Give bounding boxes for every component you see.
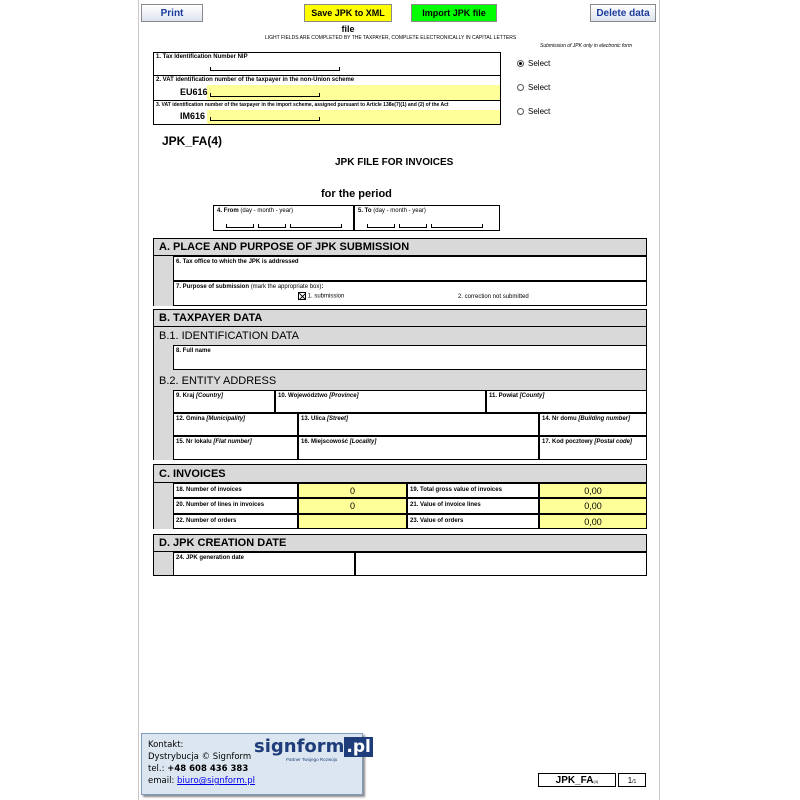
lines-count-label: 20. Number of lines in invoices: [173, 498, 298, 514]
eu-prefix: EU616: [180, 87, 208, 97]
purpose-correction-option[interactable]: 2. correction not submitted: [458, 294, 529, 300]
country-field[interactable]: [173, 390, 275, 413]
field-7-hint: (mark the appropriate box): [250, 284, 322, 290]
period-to-label: 5. To: [358, 208, 372, 214]
radio-select-2[interactable]: [517, 83, 550, 92]
lines-value-value: 0,00: [539, 498, 647, 514]
field-9-label: 9. Kraj: [176, 393, 195, 399]
field-6-label: 6. Tax office to which the JPK is addressed: [176, 259, 299, 265]
checkbox-checked-icon: [298, 292, 306, 300]
contact-email-link[interactable]: biuro@signform.pl: [177, 776, 256, 786]
jpk-generation-date-blank: [355, 552, 647, 576]
field-16-label: 16. Miejscowość: [301, 439, 349, 445]
section-b-title: B. TAXPAYER DATA: [153, 309, 647, 327]
county-field[interactable]: [486, 390, 647, 413]
building-number-field[interactable]: [539, 413, 647, 436]
postal-code-field[interactable]: [539, 436, 647, 460]
field-14-en: [Building number]: [578, 416, 631, 422]
municipality-field[interactable]: [173, 413, 298, 436]
orders-value-value: 0,00: [539, 514, 647, 529]
contact-phone: tel.: +48 608 436 383: [148, 764, 249, 774]
footer-page-number: 1/1: [618, 773, 646, 787]
field-9-en: [Country]: [196, 393, 224, 399]
radio-checked-icon: [517, 60, 524, 67]
delete-data-button[interactable]: Delete data: [590, 4, 656, 22]
nip-input[interactable]: [210, 67, 340, 73]
section-b2-title: B.2. ENTITY ADDRESS: [153, 370, 647, 390]
purpose-field: [173, 281, 647, 306]
radio-label: Select: [528, 83, 551, 92]
field-15-label: 15. Nr lokalu: [176, 439, 212, 445]
orders-count-value: [298, 514, 407, 529]
orders-count-label: 22. Number of orders: [173, 514, 298, 529]
period-from-label: 4. From: [217, 208, 239, 214]
form-code: JPK_FA(4): [162, 134, 223, 148]
signform-logo-tagline: Partner Twojego Rozwoju: [286, 757, 338, 762]
invoices-count-value: 0: [298, 483, 407, 498]
invoices-count-label: 18. Number of invoices: [173, 483, 298, 498]
field-1-label: 1. Tax Identification Number NIP: [156, 54, 248, 60]
signform-logo: signform .pl: [254, 736, 371, 757]
orders-value-label: 23. Value of orders: [407, 514, 539, 529]
field-10-label: 10. Województwo: [278, 393, 328, 399]
field-3-label: 3. VAT identification number of the taxpayer in the import scheme, assigned pursuant to Article 138e(7)(1) and (2) of the Act: [156, 102, 449, 108]
field-7-label: 7. Purpose of submission: [176, 284, 250, 290]
locality-field[interactable]: [298, 436, 539, 460]
section-a-title: A. PLACE AND PURPOSE OF JPK SUBMISSION: [153, 238, 647, 256]
gross-value-label: 19. Total gross value of invoices: [407, 483, 539, 498]
radio-unchecked-icon: [517, 108, 524, 115]
field-14-label: 14. Nr domu: [542, 416, 577, 422]
field-10-en: [Province]: [329, 393, 359, 399]
lines-count-value: 0: [298, 498, 407, 514]
radio-label: Select: [528, 107, 551, 116]
flat-number-field[interactable]: [173, 436, 298, 460]
section-c-title: C. INVOICES: [153, 464, 647, 483]
field-11-label: 11. Powiat: [489, 393, 519, 399]
tax-office-field[interactable]: [173, 256, 647, 281]
period-to-hint: (day - month - year): [373, 208, 426, 214]
submission-note: Submission of JPK only in electronic form: [540, 43, 632, 49]
period-from-field[interactable]: [213, 205, 354, 231]
field-13-label: 13. Ulica: [301, 416, 326, 422]
save-xml-button[interactable]: Save JPK to XML file: [304, 4, 392, 22]
jpk-generation-date-field[interactable]: [173, 552, 355, 576]
street-field[interactable]: [298, 413, 539, 436]
footer-form-code: JPK_FA(4): [538, 773, 616, 787]
field-7-colon: :: [321, 284, 324, 290]
header-note: LIGHT FIELDS ARE COMPLETED BY THE TAXPAYER, COMPLETE ELECTRONICALLY IN CAPITAL LETTERS: [265, 35, 517, 41]
radio-unchecked-icon: [517, 84, 524, 91]
section-b1-title: B.1. IDENTIFICATION DATA: [153, 327, 647, 345]
field-8-label: 8. Full name: [176, 348, 211, 354]
province-field[interactable]: [275, 390, 486, 413]
field-24-label: 24. JPK generation date: [176, 555, 245, 561]
im-prefix: IM616: [180, 111, 206, 121]
period-title: for the period: [321, 188, 392, 200]
field-12-label: 12. Gmina: [176, 416, 205, 422]
period-from-hint: (day - month - year): [240, 208, 294, 214]
import-jpk-button[interactable]: Import JPK file: [411, 4, 497, 22]
radio-select-3[interactable]: [517, 107, 550, 116]
field-17-en: [Postal code]: [594, 439, 633, 445]
contact-heading: Kontakt:: [148, 740, 184, 750]
section-d-title: D. JPK CREATION DATE: [153, 534, 647, 552]
field-13-en: [Street]: [327, 416, 349, 422]
gross-value-value: 0,00: [539, 483, 647, 498]
field-15-en: [Flat number]: [213, 439, 252, 445]
contact-email: email: biuro@signform.pl: [148, 776, 256, 786]
field-2-label: 2. VAT identification number of the taxpayer in the non-Union scheme: [156, 77, 355, 83]
period-to-field[interactable]: [354, 205, 500, 231]
print-button[interactable]: Print: [141, 4, 203, 22]
field-17-label: 17. Kod pocztowy: [542, 439, 593, 445]
form-title: JPK FILE FOR INVOICES: [335, 157, 454, 168]
option-1-label: 1. submission: [307, 293, 345, 300]
radio-label: Select: [528, 59, 551, 68]
full-name-field[interactable]: [173, 345, 647, 370]
radio-select-1[interactable]: [517, 59, 550, 68]
lines-value-label: 21. Value of invoice lines: [407, 498, 539, 514]
purpose-submission-option[interactable]: [298, 292, 344, 300]
contact-distribution: Dystrybucja © Signform: [148, 752, 252, 762]
field-12-en: [Municipality]: [206, 416, 246, 422]
field-11-en: [County]: [519, 393, 545, 399]
field-16-en: [Locality]: [349, 439, 377, 445]
